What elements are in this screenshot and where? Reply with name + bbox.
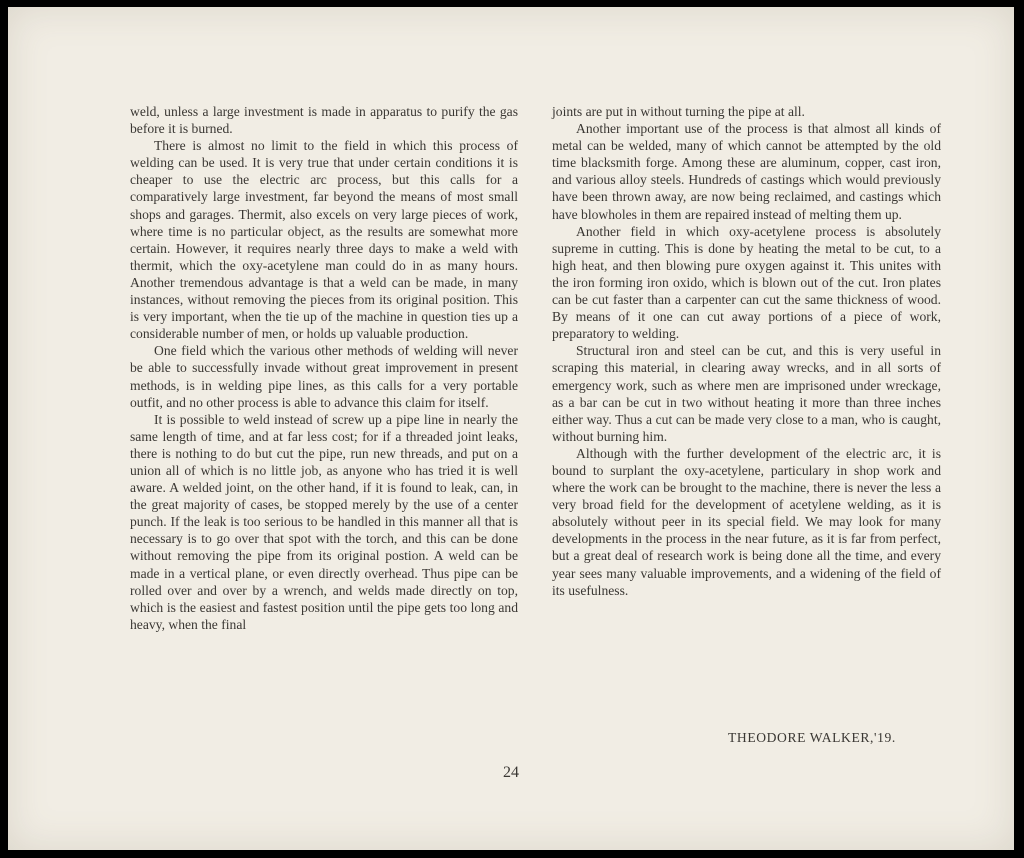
right-column xyxy=(552,103,941,599)
book-page xyxy=(8,7,1014,850)
left-paragraph-3: One field which the various other methods of welding will never be able to successfully invade without great improvement in present methods, is in welding pipe lines, as this calls for a very portable outfit, and no other process is able to advance this claim for itself. xyxy=(130,343,518,410)
left-paragraph-1: weld, unless a large investment is made in apparatus to purify the gas before it is burned. xyxy=(130,104,518,137)
right-paragraph-2: Another important use of the process is that almost all kinds of metal can be welded, many of which cannot be attempted by the old time blacksmith forge. Among these are aluminum, copper, cast iron, and various alloy steels. Hundreds of castings which would previously have been thrown away, are now being reclaimed, and castings which have blowholes in them are repaired instead of melting them up. xyxy=(552,121,941,222)
left-paragraph-2: There is almost no limit to the field in which this process of welding can be used. It is very true that under certain conditions it is cheaper to use the electric arc process, but this calls for a comparatively large investment, far beyond the means of most small shops and garages. Thermit, also excels on very large pieces of work, where time is no particular object, as the results are somewhat more certain. However, it requires nearly three days to make a weld with thermit, which the oxy-acetylene man could do in as many hours. Another tremendous advantage is that a weld can be made, in many instances, without removing the pieces from its original position. This is very important, when the tie up of the machine in question ties up a considerable number of men, or holds up valuable production. xyxy=(130,138,518,342)
author-signature: THEODORE WALKER,'19. xyxy=(728,730,896,745)
right-paragraph-5: Although with the further development of the electric arc, it is bound to surplant the oxy-acetylene, particulary in shop work and where the work can be brought to the machine, there is never the less a very broad field for the development of acetylene welding, as it is absolutely without peer in its special field. We may look for many developments in the process in the near future, as it is far from perfect, but a great deal of research work is being done all the time, and every year sees many valuable improvements, and a widening of the field of its usefulness. xyxy=(552,445,941,598)
right-paragraph-1: joints are put in without turning the pipe at all. xyxy=(552,104,805,119)
left-column xyxy=(130,103,518,633)
left-paragraph-4: It is possible to weld instead of screw up a pipe line in nearly the same length of time, and at far less cost; for if a threaded joint leaks, there is nothing to do but cut the pipe, run new threads, and put on a union all of which is no little job, as anyone who has tried it is well aware. A welded joint, on the other hand, if it is found to leak, can, in the great majority of cases, be stopped merely by the use of a center punch. If the leak is too serious to be handled in this manner all that is necessary is to go over that spot with the torch, and this can be done without removing the pipe from its original postion. A weld can be made in a vertical plane, or even directly overhead. Thus pipe can be rolled over and over by a wrench, and welds made directly on top, which is the easiest and fastest position until the pipe gets too long and heavy, when the final xyxy=(130,411,518,632)
right-paragraph-3: Another field in which oxy-acetylene process is absolutely supreme in cutting. This is done by heating the metal to be cut, to a high heat, and then blowing pure oxygen against it. This unites with the iron forming iron oxido, which is blown out of the cut. Iron plates can be cut faster than a carpenter can cut the same thickness of wood. By means of it one can cut away portions of a piece of work, preparatory to welding. xyxy=(552,223,941,342)
right-paragraph-4: Structural iron and steel can be cut, and this is very useful in scraping this material, in clearing away wrecks, and in all sorts of emergency work, such as where men are imprisoned under wreckage, as a bar can be cut in two without heating it more than three inches either way. Thus a cut can be made very close to a man, who is caught, without burning him. xyxy=(552,343,941,444)
page-number: 24 xyxy=(503,764,519,781)
